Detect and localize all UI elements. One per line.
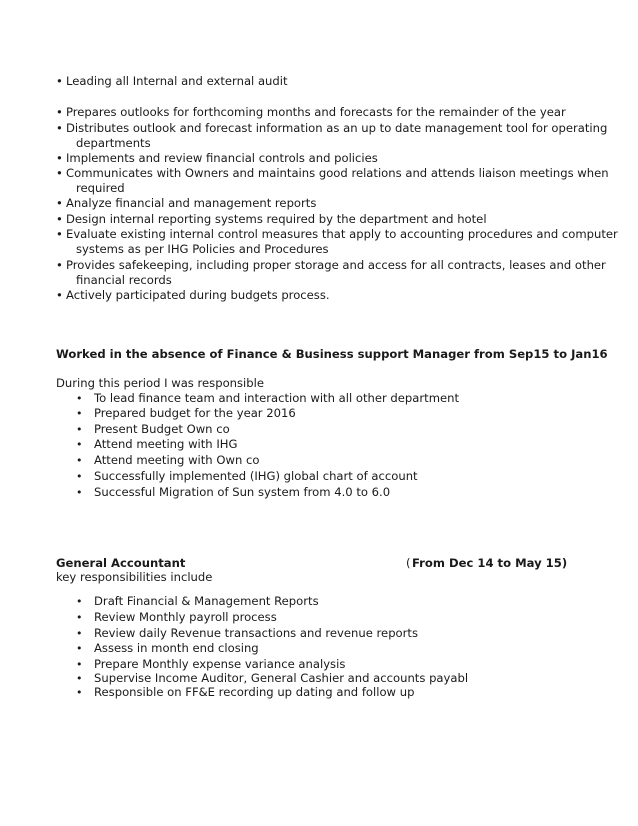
bullet-dot: • <box>76 407 83 420</box>
duty-item-text: Analyze financial and management reports <box>66 196 317 210</box>
bullet-dot: • <box>56 74 63 88</box>
audit-item-text: Leading all Internal and external audit <box>66 74 288 88</box>
bullet-dot: • <box>56 288 63 302</box>
bullet-dot: • <box>56 166 63 180</box>
job-responsibility: Prepare Monthly expense variance analysis <box>94 657 346 671</box>
acting-role-heading: Worked in the absence of Finance & Business support Manager from Sep15 to Jan16 <box>56 347 608 361</box>
bullet-dot: • <box>76 672 83 685</box>
acting-role-item: Attend meeting with Own co <box>94 453 260 467</box>
bullet-dot: • <box>56 151 63 165</box>
bullet-dot: • <box>76 686 83 699</box>
acting-role-item: Successfully implemented (IHG) global chart of account <box>94 469 418 483</box>
bullet-dot: • <box>56 196 63 210</box>
job-responsibility: Review Monthly payroll process <box>94 610 277 624</box>
bullet-dot: • <box>76 454 83 467</box>
job-responsibility: Assess in month end closing <box>94 641 259 655</box>
duty-item-text: Provides safekeeping, including proper storage and access for all contracts, leases and other <box>66 258 606 272</box>
bullet-dot: • <box>76 438 83 451</box>
job-title: General Accountant <box>56 556 186 570</box>
bullet-dot: • <box>76 611 83 624</box>
bullet-dot: • <box>76 642 83 655</box>
bullet-dot: • <box>76 486 83 499</box>
duty-item-continuation: departments <box>76 136 151 150</box>
bullet-dot: • <box>56 121 63 135</box>
bullet-dot: • <box>76 423 83 436</box>
job-responsibility: Responsible on FF&E recording up dating and follow up <box>94 685 415 699</box>
job-intro: key responsibilities include <box>56 570 213 584</box>
duty-item-text: Communicates with Owners and maintains good relations and attends liaison meetings when <box>66 166 609 180</box>
duty-item-continuation: financial records <box>76 273 172 287</box>
duty-item-text: Prepares outlooks for forthcoming months and forecasts for the remainder of the year <box>66 105 566 119</box>
job-period-paren: ( <box>406 556 411 570</box>
job-responsibility: Supervise Income Auditor, General Cashier and accounts payabl <box>94 671 469 685</box>
duty-item-text: Evaluate existing internal control measures that apply to accounting procedures and computer <box>66 227 618 241</box>
acting-role-item: Attend meeting with IHG <box>94 437 238 451</box>
bullet-dot: • <box>76 595 83 608</box>
bullet-dot: • <box>76 470 83 483</box>
bullet-dot: • <box>56 105 63 119</box>
acting-role-item: Successful Migration of Sun system from 4.0 to 6.0 <box>94 485 391 499</box>
job-responsibility: Draft Financial & Management Reports <box>94 594 319 608</box>
duty-item-text: Distributes outlook and forecast information as an up to date management tool for operating <box>66 121 608 135</box>
bullet-dot: • <box>76 627 83 640</box>
acting-role-intro: During this period I was responsible <box>56 376 264 390</box>
bullet-dot: • <box>56 258 63 272</box>
acting-role-item: Present Budget Own co <box>94 422 230 436</box>
acting-role-item: To lead finance team and interaction with all other department <box>94 391 460 405</box>
bullet-dot: • <box>76 658 83 671</box>
job-responsibility: Review daily Revenue transactions and revenue reports <box>94 626 418 640</box>
duty-item-continuation: systems as per IHG Policies and Procedures <box>76 242 329 256</box>
duty-item-continuation: required <box>76 181 125 195</box>
bullet-dot: • <box>56 227 63 241</box>
job-period: From Dec 14 to May 15) <box>412 556 568 570</box>
duty-item-text: Implements and review financial controls and policies <box>66 151 378 165</box>
bullet-dot: • <box>56 212 63 226</box>
duty-item-text: Actively participated during budgets process. <box>66 288 330 302</box>
bullet-dot: • <box>76 392 83 405</box>
duty-item-text: Design internal reporting systems required by the department and hotel <box>66 212 487 226</box>
acting-role-item: Prepared budget for the year 2016 <box>94 406 296 420</box>
